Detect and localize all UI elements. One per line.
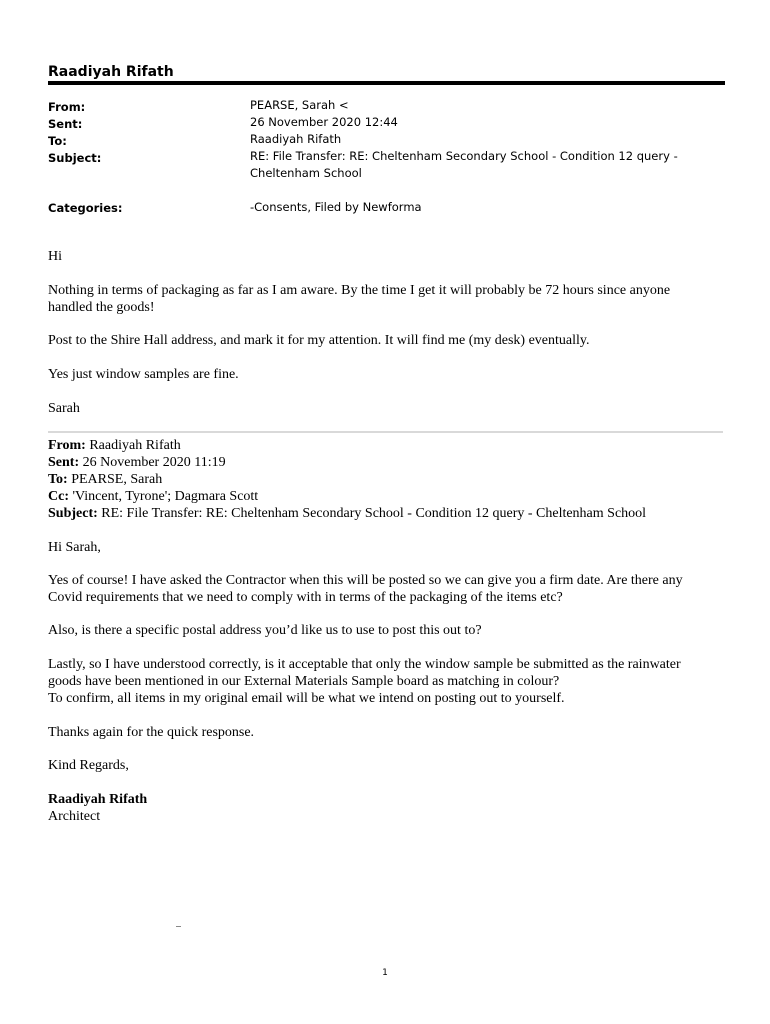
- original-paragraph-3: Lastly, so I have understood correctly, is it acceptable that only the window sample be submitted as the rainwater goods have been mentioned in our External Materials Sample board as matching in colour?: [48, 657, 681, 689]
- reply-paragraph-2: Post to the Shire Hall address, and mark it for my attention. It will find me (my desk) eventually.: [48, 333, 590, 348]
- original-paragraph-3-confirm: To confirm, all items in my original email will be what we intend on posting out to yourself.: [48, 691, 565, 706]
- subject-label: Subject:: [48, 151, 102, 165]
- page-number: 1: [382, 968, 388, 978]
- sent-label: Sent:: [48, 117, 83, 131]
- quoted-to-label: To:: [48, 472, 68, 487]
- original-greeting: Hi Sarah,: [48, 540, 101, 555]
- categories-label: Categories:: [48, 201, 123, 215]
- signature-title: Architect: [48, 809, 101, 824]
- signature-name: Raadiyah Rifath: [48, 792, 148, 807]
- quoted-subject-line: [48, 505, 646, 522]
- reply-signoff: Sarah: [48, 401, 80, 416]
- quoted-cc-value: 'Vincent, Tyrone'; Dagmara Scott: [69, 489, 259, 504]
- to-label: To:: [48, 134, 67, 148]
- quoted-cc-line: [48, 488, 258, 505]
- quote-divider: [48, 431, 723, 433]
- original-closing: Kind Regards,: [48, 758, 129, 773]
- quoted-sent-label: Sent:: [48, 455, 80, 470]
- quoted-sent-line: [48, 454, 226, 471]
- quoted-from-label: From:: [48, 438, 86, 453]
- reply-paragraph-1: Nothing in terms of packaging as far as I am aware. By the time I get it will probably be 72 hours since anyone handled the goods!: [48, 283, 671, 315]
- quoted-to-value: PEARSE, Sarah: [67, 472, 163, 487]
- quoted-cc-label: Cc:: [48, 489, 69, 504]
- quoted-from-line: [48, 437, 181, 454]
- sent-value: 26 November 2020 12:44: [250, 115, 398, 129]
- quoted-sent-value: 26 November 2020 11:19: [79, 455, 226, 470]
- reply-paragraph-3: Yes just window samples are fine.: [48, 367, 239, 382]
- header-divider: [48, 81, 725, 85]
- from-label: From:: [48, 100, 86, 114]
- reply-greeting: Hi: [48, 249, 62, 264]
- decorative-mark: [176, 926, 181, 927]
- categories-value: -Consents, Filed by Newforma: [250, 200, 422, 214]
- quoted-subject-value: RE: File Transfer: RE: Cheltenham Secondary School - Condition 12 query - Cheltenham School: [97, 506, 647, 521]
- quoted-from-value: Raadiyah Rifath: [85, 438, 181, 453]
- from-value: PEARSE, Sarah <: [250, 98, 349, 112]
- subject-value: RE: File Transfer: RE: Cheltenham Secondary School - Condition 12 query - Cheltenham School: [250, 149, 678, 180]
- original-paragraph-2: Also, is there a specific postal address you’d like us to use to post this out to?: [48, 623, 482, 638]
- document-owner-name: Raadiyah Rifath: [48, 64, 174, 80]
- to-value: Raadiyah Rifath: [250, 132, 342, 146]
- quoted-subject-label: Subject:: [48, 506, 98, 521]
- original-paragraph-4: Thanks again for the quick response.: [48, 725, 255, 740]
- original-paragraph-1: Yes of course! I have asked the Contractor when this will be posted so we can give you a firm date. Are there any Covid requirements that we need to comply with in terms of the packaging of the items etc?: [48, 573, 683, 605]
- quoted-to-line: [48, 471, 162, 488]
